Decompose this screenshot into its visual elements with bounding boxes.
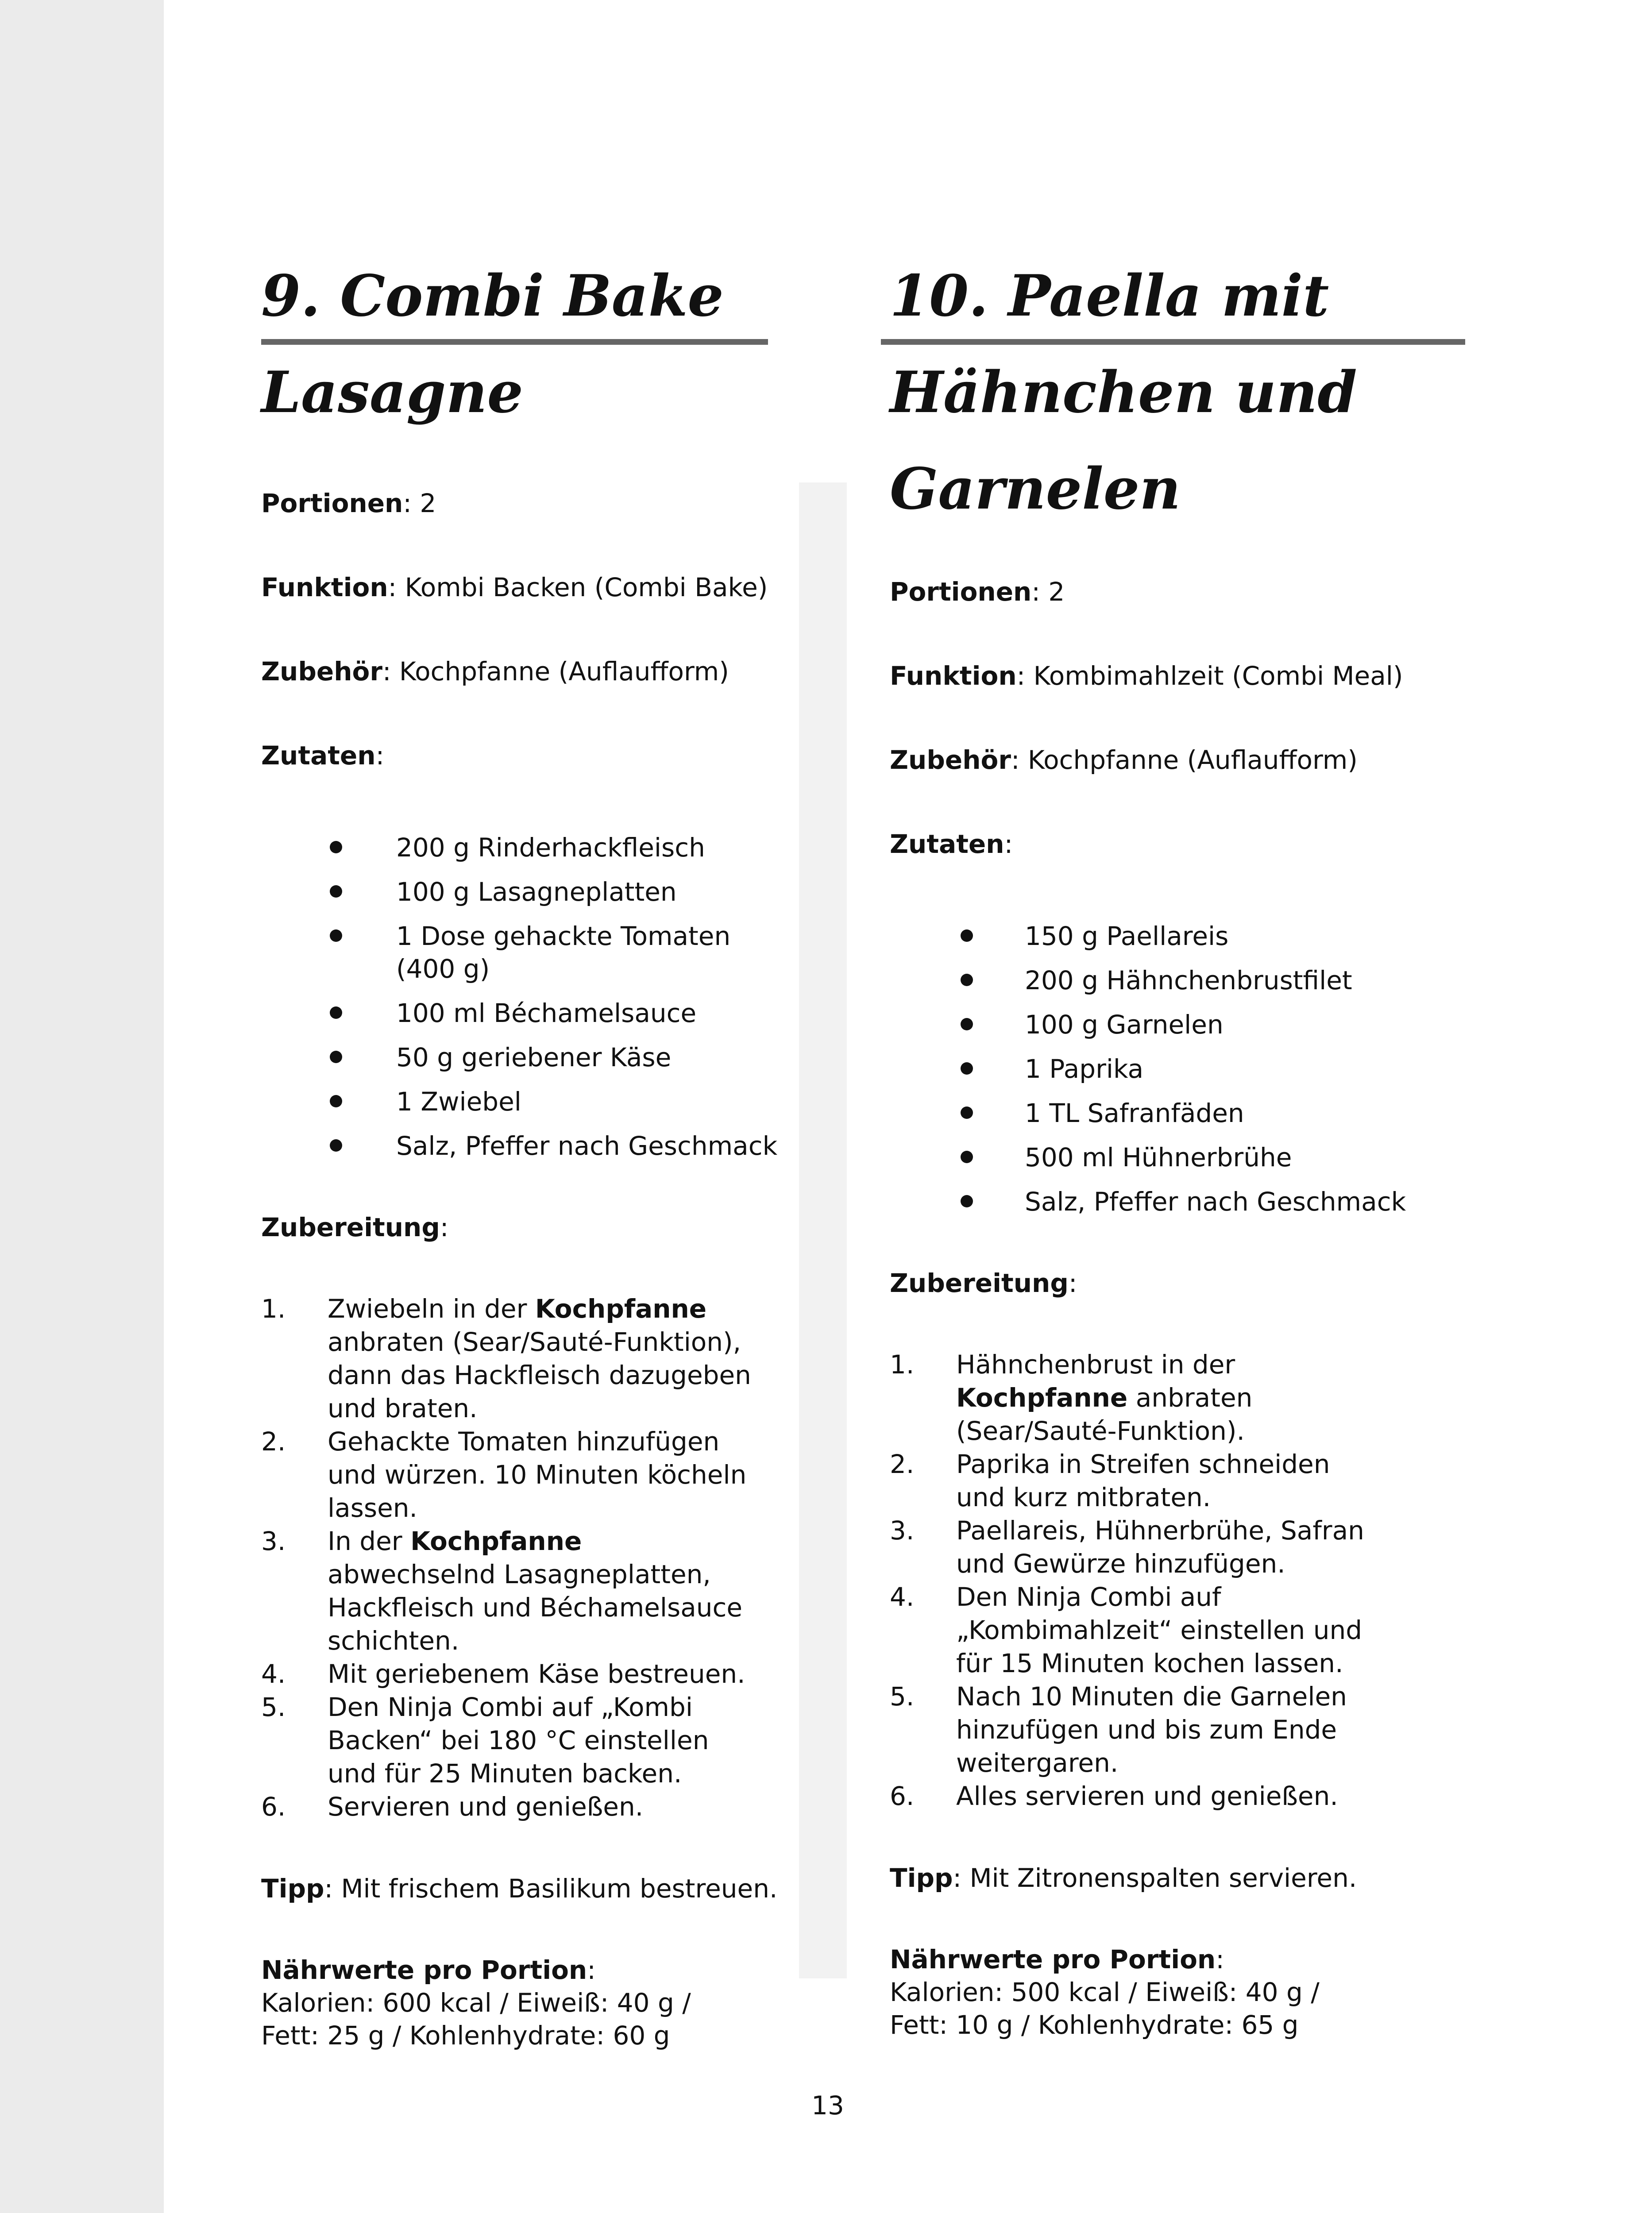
nutrition-label: Nährwerte pro Portion xyxy=(890,1944,1216,1974)
step-number: 4. xyxy=(261,1659,286,1689)
step-number: 5. xyxy=(890,1681,915,1712)
portions-value: : 2 xyxy=(403,488,436,518)
ingredient-text: Salz, Pfeffer nach Geschmack xyxy=(396,1131,778,1161)
accessory-label: Zubehör xyxy=(890,745,1011,775)
title-underline xyxy=(261,339,768,345)
ingredient-text-continued: (400 g) xyxy=(396,954,490,984)
title-underline xyxy=(881,339,1465,345)
ingredient-text: 200 g Hähnchenbrustfilet xyxy=(1025,965,1352,995)
step-item: 3. Paellareis, Hühnerbrühe, Safran und Gewürze hinzufügen. xyxy=(890,1514,1386,1581)
nutrition-heading: Nährwerte pro Portion: xyxy=(261,1955,596,1985)
ingredient-text: 50 g geriebener Käse xyxy=(396,1042,672,1072)
ingredient-text: 1 Dose gehackte Tomaten xyxy=(396,921,731,951)
portions-value: : 2 xyxy=(1031,577,1065,607)
page-number: 13 xyxy=(811,2090,844,2120)
ingredient-text: 1 Zwiebel xyxy=(396,1087,521,1117)
ingredient-text: 200 g Rinderhackfleisch xyxy=(396,833,705,863)
bullet-icon xyxy=(330,885,342,898)
ingredients-label: Zutaten xyxy=(261,740,376,771)
step-number: 1. xyxy=(261,1294,286,1324)
list-item xyxy=(890,1185,1465,1218)
accessory-field xyxy=(890,744,1465,776)
function-value: : Kombimahlzeit (Combi Meal) xyxy=(1016,661,1403,691)
step-number: 3. xyxy=(261,1526,286,1556)
step-item: 5. Den Ninja Combi auf „Kombi Backen“ bei 180 °C einstellen und für 25 Minuten backen. xyxy=(261,1691,757,1790)
bullet-icon xyxy=(961,1018,973,1030)
function-value: : Kombi Backen (Combi Bake) xyxy=(388,572,768,602)
accessory-value: : Kochpfanne (Auflaufform) xyxy=(382,656,729,686)
bullet-icon xyxy=(961,1195,973,1207)
ingredient-list xyxy=(890,920,1465,1218)
tip-label: Tipp xyxy=(890,1863,953,1893)
bullet-icon xyxy=(961,929,973,942)
column-divider-strip xyxy=(799,482,847,1978)
step-item: 4. Mit geriebenem Käse bestreuen. xyxy=(261,1658,757,1691)
step-number: 4. xyxy=(890,1582,915,1612)
recipe-lasagne xyxy=(261,248,778,2052)
list-item xyxy=(261,875,770,908)
step-bold-word: Kochpfanne xyxy=(535,1294,707,1324)
list-item xyxy=(261,1130,778,1162)
step-item: 1. Zwiebeln in der Kochpfanne anbraten (Sear/Sauté-Funktion), dann das Hackfleisch dazugeben und braten. xyxy=(261,1292,757,1425)
step-item: 4. Den Ninja Combi auf „Kombimahlzeit“ einstellen und für 15 Minuten kochen lassen. xyxy=(890,1581,1386,1680)
step-list xyxy=(261,1292,757,1824)
tip-value: : Mit Zitronenspalten servieren. xyxy=(953,1863,1357,1893)
ingredients-heading: Zutaten: xyxy=(261,740,385,771)
list-item xyxy=(890,964,1465,997)
nutrition-line: Fett: 25 g / Kohlenhydrate: 60 g xyxy=(261,2020,670,2051)
bullet-icon xyxy=(961,1151,973,1163)
recipe-paella xyxy=(890,248,1465,2041)
bullet-icon xyxy=(330,1006,342,1019)
list-item xyxy=(890,1097,1465,1130)
portions-label: Portionen xyxy=(890,577,1032,607)
left-gutter xyxy=(0,0,164,2213)
step-number: 2. xyxy=(890,1449,915,1479)
portions-label: Portionen xyxy=(261,488,403,518)
nutrition-line: Kalorien: 600 kcal / Eiweiß: 40 g / xyxy=(261,1988,691,2018)
tip-label: Tipp xyxy=(261,1874,324,1904)
portions-field xyxy=(890,575,1465,608)
recipe-title xyxy=(261,248,770,460)
nutrition-line: Kalorien: 500 kcal / Eiweiß: 40 g / xyxy=(890,1977,1320,2007)
accessory-field xyxy=(261,655,770,688)
ingredient-text: 1 Paprika xyxy=(1025,1054,1144,1084)
recipe-title-line: 9. Combi Bake xyxy=(261,263,724,329)
function-label: Funktion xyxy=(261,572,388,602)
list-item xyxy=(890,1008,1465,1041)
bullet-icon xyxy=(330,1051,342,1063)
ingredient-text: 150 g Paellareis xyxy=(1025,921,1229,951)
list-item xyxy=(890,920,1465,952)
recipe-title-line: 10. Paella mit xyxy=(890,263,1329,329)
preparation-label: Zubereitung xyxy=(261,1212,440,1242)
list-item xyxy=(890,1053,1465,1085)
step-bold-word: Kochpfanne xyxy=(410,1526,582,1556)
list-item xyxy=(261,1041,770,1074)
ingredient-text: 100 ml Béchamelsauce xyxy=(396,998,697,1028)
step-item: 2. Paprika in Streifen schneiden und kurz mitbraten. xyxy=(890,1448,1386,1514)
nutrition-line: Fett: 10 g / Kohlenhydrate: 65 g xyxy=(890,2010,1299,2040)
ingredient-text: 500 ml Hühnerbrühe xyxy=(1025,1142,1292,1172)
bullet-icon xyxy=(961,974,973,986)
list-item xyxy=(261,997,770,1029)
ingredient-text: 1 TL Safranfäden xyxy=(1025,1098,1244,1128)
function-field xyxy=(890,659,1465,692)
function-label: Funktion xyxy=(890,661,1017,691)
step-item: 1. Hähnchenbrust in der Kochpfanne anbraten (Sear/Sauté-Funktion). xyxy=(890,1348,1386,1448)
step-number: 6. xyxy=(261,1792,286,1822)
step-number: 2. xyxy=(261,1426,286,1457)
list-item xyxy=(261,831,770,864)
nutrition-heading: Nährwerte pro Portion: xyxy=(890,1944,1224,1974)
list-item xyxy=(890,1141,1465,1174)
ingredient-text: 100 g Lasagneplatten xyxy=(396,877,677,907)
step-number: 1. xyxy=(890,1349,915,1380)
step-item: 5. Nach 10 Minuten die Garnelen hinzufügen und bis zum Ende weitergaren. xyxy=(890,1680,1386,1780)
ingredients-heading: Zutaten: xyxy=(890,829,1013,859)
step-item: 3. In der Kochpfanne abwechselnd Lasagneplatten, Hackfleisch und Béchamelsauce schichten. xyxy=(261,1525,757,1658)
tip-value: : Mit frischem Basilikum bestreuen. xyxy=(324,1874,778,1904)
accessory-value: : Kochpfanne (Auflaufform) xyxy=(1011,745,1358,775)
portions-field xyxy=(261,487,770,520)
bullet-icon xyxy=(961,1062,973,1075)
ingredient-text: 100 g Garnelen xyxy=(1025,1010,1224,1040)
recipe-title-line: Hähnchen und xyxy=(890,359,1357,426)
bullet-icon xyxy=(330,1095,342,1107)
ingredient-list xyxy=(261,831,778,1162)
nutrition-label: Nährwerte pro Portion xyxy=(261,1955,587,1985)
tip-field xyxy=(261,1872,778,1905)
preparation-heading: Zubereitung: xyxy=(890,1268,1077,1298)
bullet-icon xyxy=(330,841,342,853)
step-list xyxy=(890,1348,1386,1813)
step-number: 3. xyxy=(890,1515,915,1546)
recipe-title xyxy=(890,248,1465,553)
step-number: 6. xyxy=(890,1781,915,1811)
recipe-title-line: Garnelen xyxy=(890,456,1181,522)
preparation-label: Zubereitung xyxy=(890,1268,1069,1298)
step-item: 6. Servieren und genießen. xyxy=(261,1790,757,1824)
bullet-icon xyxy=(330,1139,342,1152)
recipe-title-line: Lasagne xyxy=(261,359,523,426)
step-item: 2. Gehackte Tomaten hinzufügen und würzen. 10 Minuten köcheln lassen. xyxy=(261,1425,757,1525)
step-item: 6. Alles servieren und genießen. xyxy=(890,1780,1386,1813)
list-item xyxy=(261,920,770,985)
function-field xyxy=(261,571,770,604)
ingredients-label: Zutaten xyxy=(890,829,1004,859)
bullet-icon xyxy=(330,929,342,942)
tip-field xyxy=(890,1862,1465,1894)
preparation-heading: Zubereitung: xyxy=(261,1212,449,1242)
ingredient-text: Salz, Pfeffer nach Geschmack xyxy=(1025,1187,1406,1217)
bullet-icon xyxy=(961,1106,973,1119)
step-number: 5. xyxy=(261,1692,286,1722)
list-item xyxy=(261,1085,770,1118)
accessory-label: Zubehör xyxy=(261,656,382,686)
step-bold-word: Kochpfanne xyxy=(956,1383,1128,1413)
